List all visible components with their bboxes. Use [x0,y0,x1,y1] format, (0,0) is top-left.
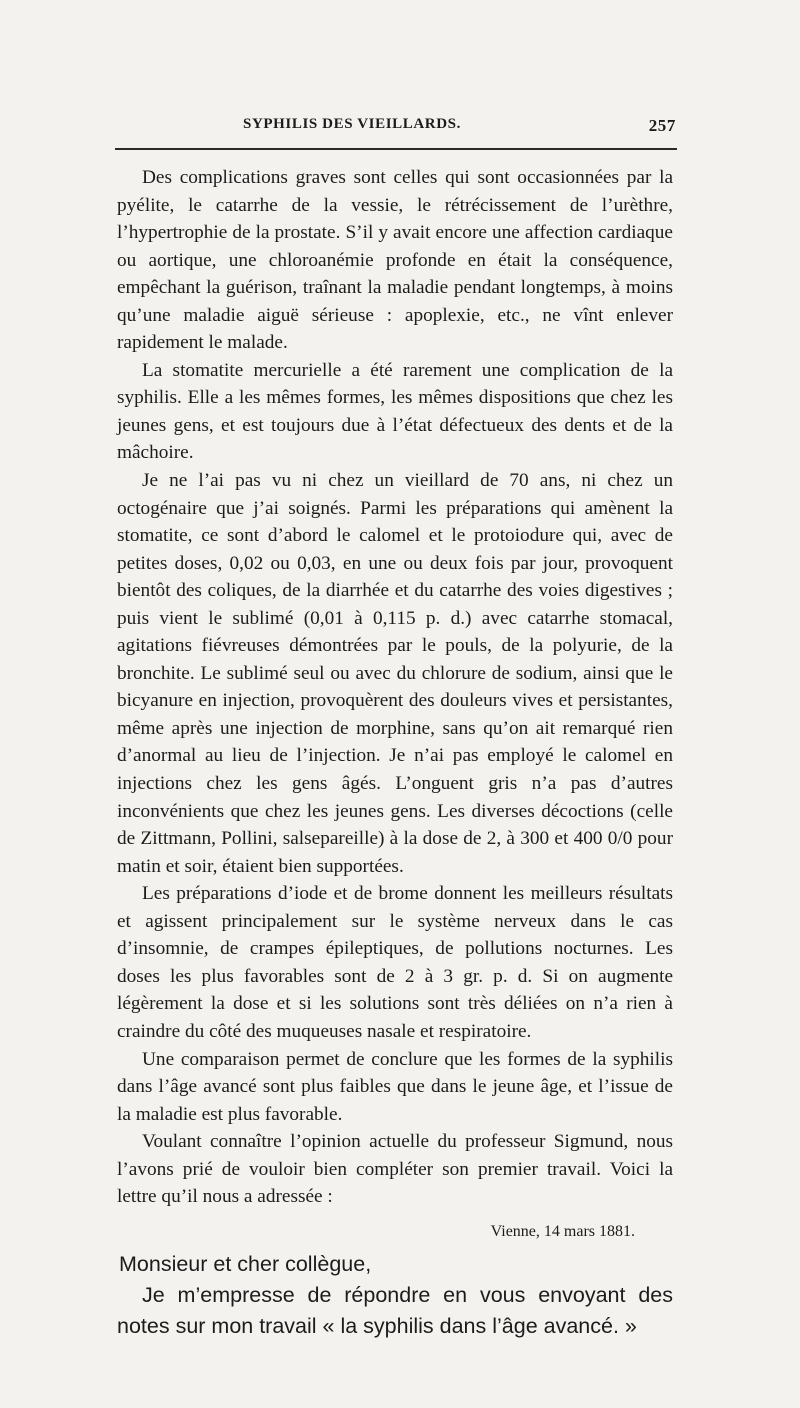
letter-dateline: Vienne, 14 mars 1881. [490,1222,635,1240]
header-rule [115,148,677,150]
letter-opening: Je m’empresse de répondre en vous envoyant des notes sur mon travail « la syphilis dans l’âge avancé. » [117,1282,673,1338]
paragraph-iode-brome: Les préparations d’iode et de brome donnent les meilleurs résultats et agissent principalement sur le système nerveux dans le cas d’insomnie, de crampes épileptiques, de pollutions nocturnes. Les doses les plus favorables sont de 2 à 3 gr. p. d. Si on augmente légèrement la dose et si les solutions sont très déliées on n’a rien à craindre du côté des muqueuses nasale et respiratoire. [117,883,673,1042]
paragraph-stomatite: La stomatite mercurielle a été rarement une complication de la syphilis. Elle a les mêmes formes, les mêmes dispositions que chez les jeunes gens, et est toujours due à l’état défectueux des dents et de la mâchoire. [117,359,673,464]
paragraph-preparations: Je ne l’ai pas vu ni chez un vieillard de 70 ans, ni chez un octogénaire que j’ai soignés. Parmi les préparations qui amènent la stomatite, ce sont d’abord le calomel et le protoiodure qui, avec de petites doses, 0,02 ou 0,03, en une ou deux fois par jour, provoquent bientôt des coliques, de la diarrhée et du catarrhe des voies digestives ; puis vient le sublimé (0,01 à 0,115 p. d.) avec catarrhe stomacal, agitations fiévreuses démontrées par le pouls, de la polyurie, de la bronchite. Le sublimé seul ou avec du chlorure de sodium, ainsi que le bicyanure en injection, provoquèrent des douleurs vives et persistantes, même après une injection de morphine, sans qu’on ait remarqué rien d’anormal au lieu de l’injection. Je n’ai pas employé le calomel en injections chez les gens âgés. L’onguent gris n’a pas d’autres inconvénients que chez les jeunes gens. Les diverses décoctions (celle de Zittmann, Pollini, salsepareille) à la dose de 2, à 300 et 400 0/0 pour matin et soir, étaient bien supportées. [117,470,673,877]
letter-salutation: Monsieur et cher collègue, [119,1251,372,1276]
page-number: 257 [648,116,676,135]
paragraph-sigmund: Voulant connaître l’opinion actuelle du professeur Sigmund, nous l’avons prié de vouloir bien compléter son premier travail. Voici la lettre qu’il nous a adressée : [117,1131,673,1208]
page-header [243,116,676,138]
running-title: SYPHILIS DES VIEILLARDS. [243,116,461,132]
letter [117,1249,673,1342]
paragraph-complications: Des complications graves sont celles qui sont occasionnées par la pyélite, le catarrhe de la vessie, le rétrécissement de l’urèthre, l’hypertrophie de la prostate. S’il y avait encore une affection cardiaque ou aortique, une chloroanémie profonde en était la conséquence, empêchant la guérison, traînant la maladie pendant longtemps, à moins qu’une maladie aiguë sérieuse : apoplexie, etc., ne vînt enlever rapidement le malade. [117,167,673,354]
body-text [117,164,673,1342]
paragraph-comparaison: Une comparaison permet de conclure que les formes de la syphilis dans l’âge avancé sont plus faibles que dans le jeune âge, et l’issue de la maladie est plus favorable. [117,1048,673,1125]
